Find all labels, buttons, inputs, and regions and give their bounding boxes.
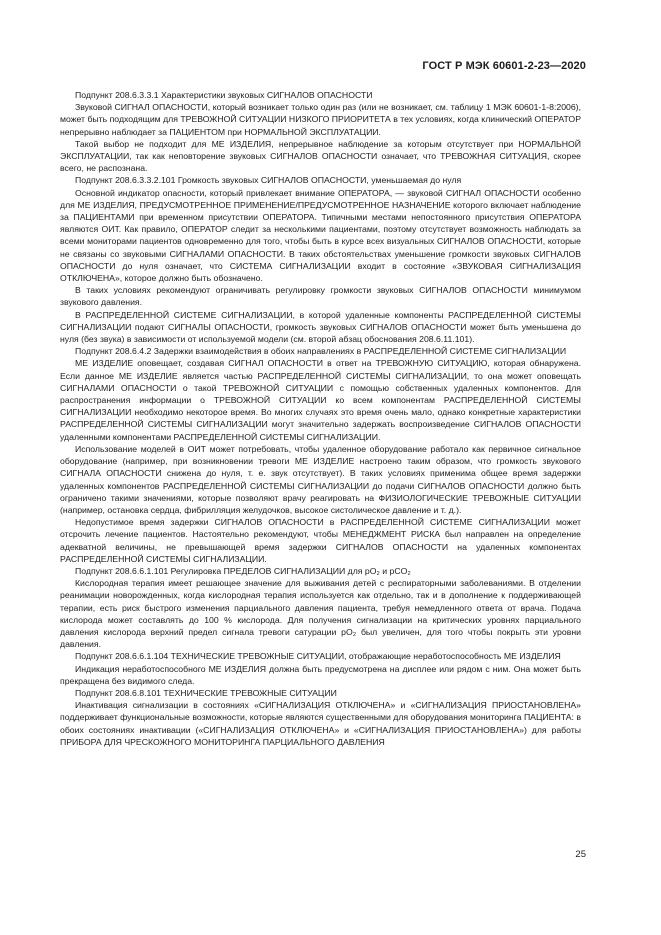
paragraph: В таких условиях рекомендуют ограничивать регулировку громкости звуковых СИГНАЛОВ ОПАСНОСТИ минимумом звукового давления. (60, 285, 581, 308)
paragraph: Звуковой СИГНАЛ ОПАСНОСТИ, который возникает только один раз (или не возникает, см. таблицу 1 МЭК 60601-1-8:2006), может быть подходящим для ТРЕВОЖНОЙ СИТУАЦИИ НИЗКОГО ПРИОРИТЕТА в тех условиях, когда клинический ОПЕРАТОР непрерывно наблюдает за ПАЦИЕНТОМ при НОРМАЛЬНОЙ ЭКСПЛУАТАЦИИ. (60, 102, 581, 137)
paragraph: Инактивация сигнализации в состояниях «СИГНАЛИЗАЦИЯ ОТКЛЮЧЕНА» и «СИГНАЛИЗАЦИЯ ПРИОСТАНОВЛЕНА» поддерживает функциональные возможности, которые являются существенными для оборудования мониторинга ПАЦИЕНТА: в обоих состояниях инактивации («СИГНАЛИЗАЦИЯ ОТКЛЮЧЕНА» и «СИГНАЛИЗАЦИЯ ПРИОСТАНОВЛЕНА») для работы ПРИБОРА ДЛЯ ЧРЕСКОЖНОГО МОНИТОРИНГА ПАРЦИАЛЬНОГО ДАВЛЕНИЯ (60, 700, 581, 747)
page-number: 25 (575, 849, 586, 860)
document-header: ГОСТ Р МЭК 60601-2-23—2020 (422, 60, 586, 72)
paragraph: Индикация неработоспособного МЕ ИЗДЕЛИЯ должна быть предусмотрена на дисплее или рядом с ним. Она может быть прекращена без видимого следа. (60, 663, 581, 686)
paragraph: Такой выбор не подходит для МЕ ИЗДЕЛИЯ, непрерывное наблюдение за которым отсутствует при НОРМАЛЬНОЙ ЭКСПЛУАТАЦИИ, так как неповторение звуковых СИГНАЛОВ ОПАСНОСТИ означает, что ТРЕВОЖНАЯ СИТУАЦИЯ, скорее всего, не распознана. (60, 138, 581, 174)
paragraph: Подпункт 208.6.6.1.104 ТЕХНИЧЕСКИЕ ТРЕВОЖНЫЕ СИТУАЦИИ, отображающие неработоспособность МЕ ИЗДЕЛИЯ (75, 651, 561, 662)
paragraph: Подпункт 208.6.6.1.101 Регулировка ПРЕДЕЛОВ СИГНАЛИЗАЦИИ для pO₂ и pCO₂ (75, 565, 411, 576)
paragraph: Недопустимое время задержки СИГНАЛОВ ОПАСНОСТИ в РАСПРЕДЕЛЕННОЙ СИСТЕМЕ СИГНАЛИЗАЦИИ может отсрочить лечение пациентов. Настоятельно рекомендуют, чтобы МЕНЕДЖМЕНТ РИСКА был направлен на определение адекватной величины, не превышающей время задержки СИГНАЛОВ ОПАСНОСТИ на удаленных компонентах РАСПРЕДЕЛЕННОЙ СИСТЕМЫ СИГНАЛИЗАЦИИ. (60, 517, 581, 564)
paragraph: В РАСПРЕДЕЛЕННОЙ СИСТЕМЕ СИГНАЛИЗАЦИИ, в которой удаленные компоненты РАСПРЕДЕЛЕННОЙ СИСТЕМЫ СИГНАЛИЗАЦИИ подают СИГНАЛЫ ОПАСНОСТИ, громкость звуковых СИГНАЛОВ ОПАСНОСТИ может быть уменьшена до нуля (без звука) в зависимости от используемой модели (см. второй абзац обоснования 208.6.11.101). (60, 309, 581, 345)
paragraph: МЕ ИЗДЕЛИЕ оповещает, создавая СИГНАЛ ОПАСНОСТИ в ответ на ТРЕВОЖНУЮ СИТУАЦИЮ, которая обнаружена. Если данное МЕ ИЗДЕЛИЕ является частью РАСПРЕДЕЛЕННОЙ СИСТЕМЫ СИГНАЛИЗАЦИИ, то она может оповещать СИГНАЛАМИ ОПАСНОСТИ о такой ТРЕВОЖНОЙ СИТУАЦИИ с помощью собственных удаленных компонентов. Для распространения информации о ТРЕВОЖНОЙ СИТУАЦИИ ко всем компонентам РАСПРЕДЕЛЕННОЙ СИСТЕМЫ СИГНАЛИЗАЦИИ необходимо некоторое время. Во многих случаях это время очень мало, однако конкретные характеристики РАСПРЕДЕЛЕННОЙ СИСТЕМЫ СИГНАЛИЗАЦИИ могут значительно задержать воспроизведение СИГНАЛОВ ОПАСНОСТИ удаленными компонентами РАСПРЕДЕЛЕННОЙ СИСТЕМЫ СИГНАЛИЗАЦИИ. (60, 358, 581, 442)
paragraph: Подпункт 208.6.3.3.1 Характеристики звуковых СИГНАЛОВ ОПАСНОСТИ (75, 90, 373, 100)
paragraph: Кислородная терапия имеет решающее значение для выживания детей с респираторными заболеваниями. В отделении реанимации новорожденных, когда кислородная терапия используется как отдельно, так и в дополнение к поддерживающей терапии, есть риск быстрого изменения парциального давления пациента, требуя немедленного ответа от врача. Подача кислорода может составлять до 100 % кислорода. Для получения сигнализации на критических уровнях парциального давления кислорода верхний предел сигнала тревоги сатурации pO₂ был увеличен, для того чтобы покрыть эти уровни давления. (60, 578, 581, 650)
paragraph: Использование моделей в ОИТ может потребовать, чтобы удаленное оборудование работало как первичное сигнальное оборудование (например, при возникновении тревоги МЕ ИЗДЕЛИЕ настроено таким образом, что громкость звукового СИГНАЛА ОПАСНОСТИ снижена до нуля, т. е. звук отсутствует). В таких условиях применима общее время задержки удаленных компонентов РАСПРЕДЕЛЕННОЙ СИСТЕМЫ СИГНАЛИЗАЦИИ до подачи СИГНАЛОВ ОПАСНОСТИ должно быть ограничено такими значениями, которые позволяют врачу реагировать на ФИЗИОЛОГИЧЕСКИЕ ТРЕВОЖНЫЕ СИТУАЦИИ (например, остановка сердца, фибрилляция желудочков, высокое систолическое давление и т. д.). (60, 443, 581, 515)
paragraph: Подпункт 208.6.4.2 Задержки взаимодействия в обоих направлениях в РАСПРЕДЕЛЕННОЙ СИСТЕМЕ СИГНАЛИЗАЦИИ (75, 346, 567, 357)
body-text (60, 89, 581, 748)
paragraph: Основной индикатор опасности, который привлекает внимание ОПЕРАТОРА, — звуковой СИГНАЛ ОПАСНОСТИ особенно для МЕ ИЗДЕЛИЯ, ПРЕДУСМОТРЕННОЕ ПРИМЕНЕНИЕ/ПРЕДУСМОТРЕННОЕ НАЗНАЧЕНИЕ которого включает наблюдение за ПАЦИЕНТАМИ при временном присутствии ОПЕРАТОРА. Типичными местами непостоянного присутствия ОПЕРАТОРА являются ОИТ. Как правило, ОПЕРАТОР следит за несколькими пациентами, поэтому отсутствует возможность наблюдать за всеми мониторами пациентов одновременно для того, чтобы быть в курсе всех визуальных СИГНАЛОВ ОПАСНОСТИ, которые не связаны со звуковыми СИГНАЛАМИ ОПАСНОСТИ. В таких обстоятельствах уменьшение громкости звуковых СИГНАЛОВ ОПАСНОСТИ до нуля означает, что СИСТЕМА СИГНАЛИЗАЦИИ входит в состояние «ЗВУКОВАЯ СИГНАЛИЗАЦИЯ ОТКЛЮЧЕНА», которое должно быть обозначено. (60, 187, 581, 284)
paragraph: Подпункт 208.6.8.101 ТЕХНИЧЕСКИЕ ТРЕВОЖНЫЕ СИТУАЦИИ (75, 687, 337, 698)
paragraph: Подпункт 208.6.3.3.2.101 Громкость звуковых СИГНАЛОВ ОПАСНОСТИ, уменьшаемая до нуля (75, 175, 462, 186)
